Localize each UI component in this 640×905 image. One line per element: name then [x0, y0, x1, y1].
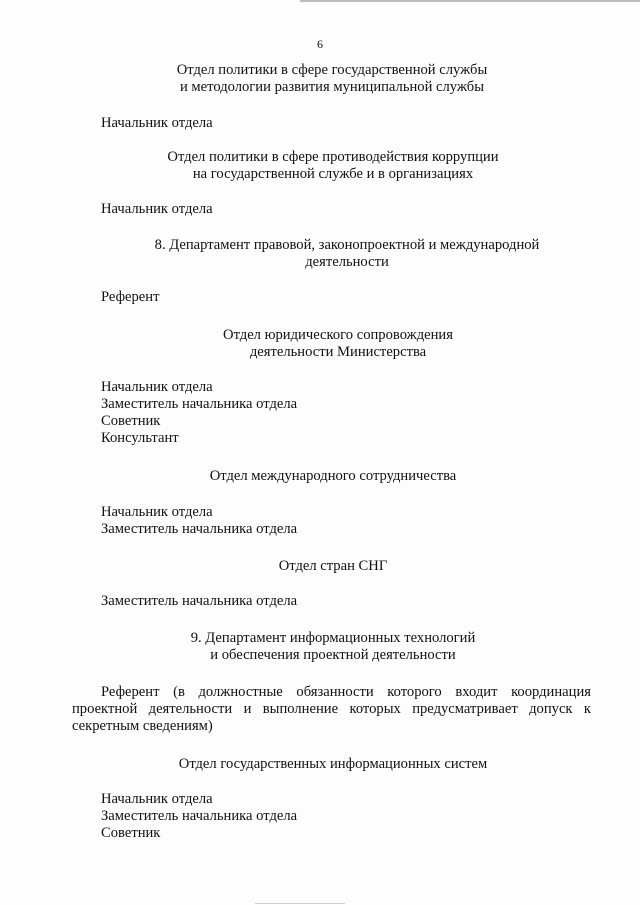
- position-list: [101, 504, 601, 538]
- position-list: [101, 379, 601, 447]
- paragraph-line: Референт (в должностные обязанности которого входит координация: [101, 684, 591, 700]
- paragraph-line: секретным сведениям): [72, 718, 213, 734]
- page-number: 6: [317, 37, 323, 51]
- heading-line: и методологии развития муниципальной службы: [179, 79, 485, 95]
- heading-line: 9. Департамент информационных технологий: [190, 630, 476, 646]
- position-item: Начальник отдела: [101, 504, 213, 520]
- position-item: Начальник отдела: [101, 379, 213, 395]
- heading-line: Отдел международного сотрудничества: [209, 468, 457, 484]
- heading-line: деятельности: [305, 254, 389, 270]
- position-list: [101, 593, 601, 610]
- position-list: [101, 289, 601, 306]
- paragraph-line: проектной деятельности и выполнение которых предусматривает допуск к: [72, 701, 591, 717]
- position-item: Начальник отдела: [101, 201, 213, 217]
- section-heading: [0, 149, 640, 183]
- heading-line: Отдел политики в сфере государственной службы: [176, 62, 488, 78]
- position-item: Начальник отдела: [101, 791, 213, 807]
- scan-edge-top: [300, 0, 640, 2]
- section-heading: [0, 327, 640, 361]
- department-heading: [0, 630, 640, 664]
- position-item: Заместитель начальника отдела: [101, 808, 298, 824]
- department-heading: [0, 237, 640, 271]
- heading-line: Отдел стран СНГ: [278, 558, 388, 574]
- position-list: [101, 201, 601, 218]
- heading-line: Отдел государственных информационных систем: [178, 756, 488, 772]
- heading-line: на государственной службе и в организациях: [192, 166, 474, 182]
- position-list: [101, 791, 601, 842]
- heading-line: деятельности Министерства: [249, 344, 427, 360]
- position-item: Заместитель начальника отдела: [101, 521, 298, 537]
- position-item: Советник: [101, 825, 161, 841]
- position-item: Начальник отдела: [101, 115, 213, 131]
- section-heading: [0, 468, 640, 485]
- position-item: Советник: [101, 413, 161, 429]
- heading-line: Отдел политики в сфере противодействия коррупции: [167, 149, 499, 165]
- position-item: Заместитель начальника отдела: [101, 593, 298, 609]
- section-heading: [0, 558, 640, 575]
- position-item: Консультант: [101, 430, 179, 446]
- heading-line: Отдел юридического сопровождения: [223, 327, 453, 343]
- heading-line: и обеспечения проектной деятельности: [210, 647, 456, 663]
- section-heading: [0, 756, 640, 773]
- position-item: Заместитель начальника отдела: [101, 396, 298, 412]
- scan-edge-bottom: [255, 903, 345, 904]
- section-heading: [0, 62, 640, 96]
- position-list: [101, 115, 601, 132]
- position-item: Референт: [101, 289, 160, 305]
- heading-line: 8. Департамент правовой, законопроектной и международной: [154, 237, 540, 253]
- referent-paragraph: [72, 684, 591, 735]
